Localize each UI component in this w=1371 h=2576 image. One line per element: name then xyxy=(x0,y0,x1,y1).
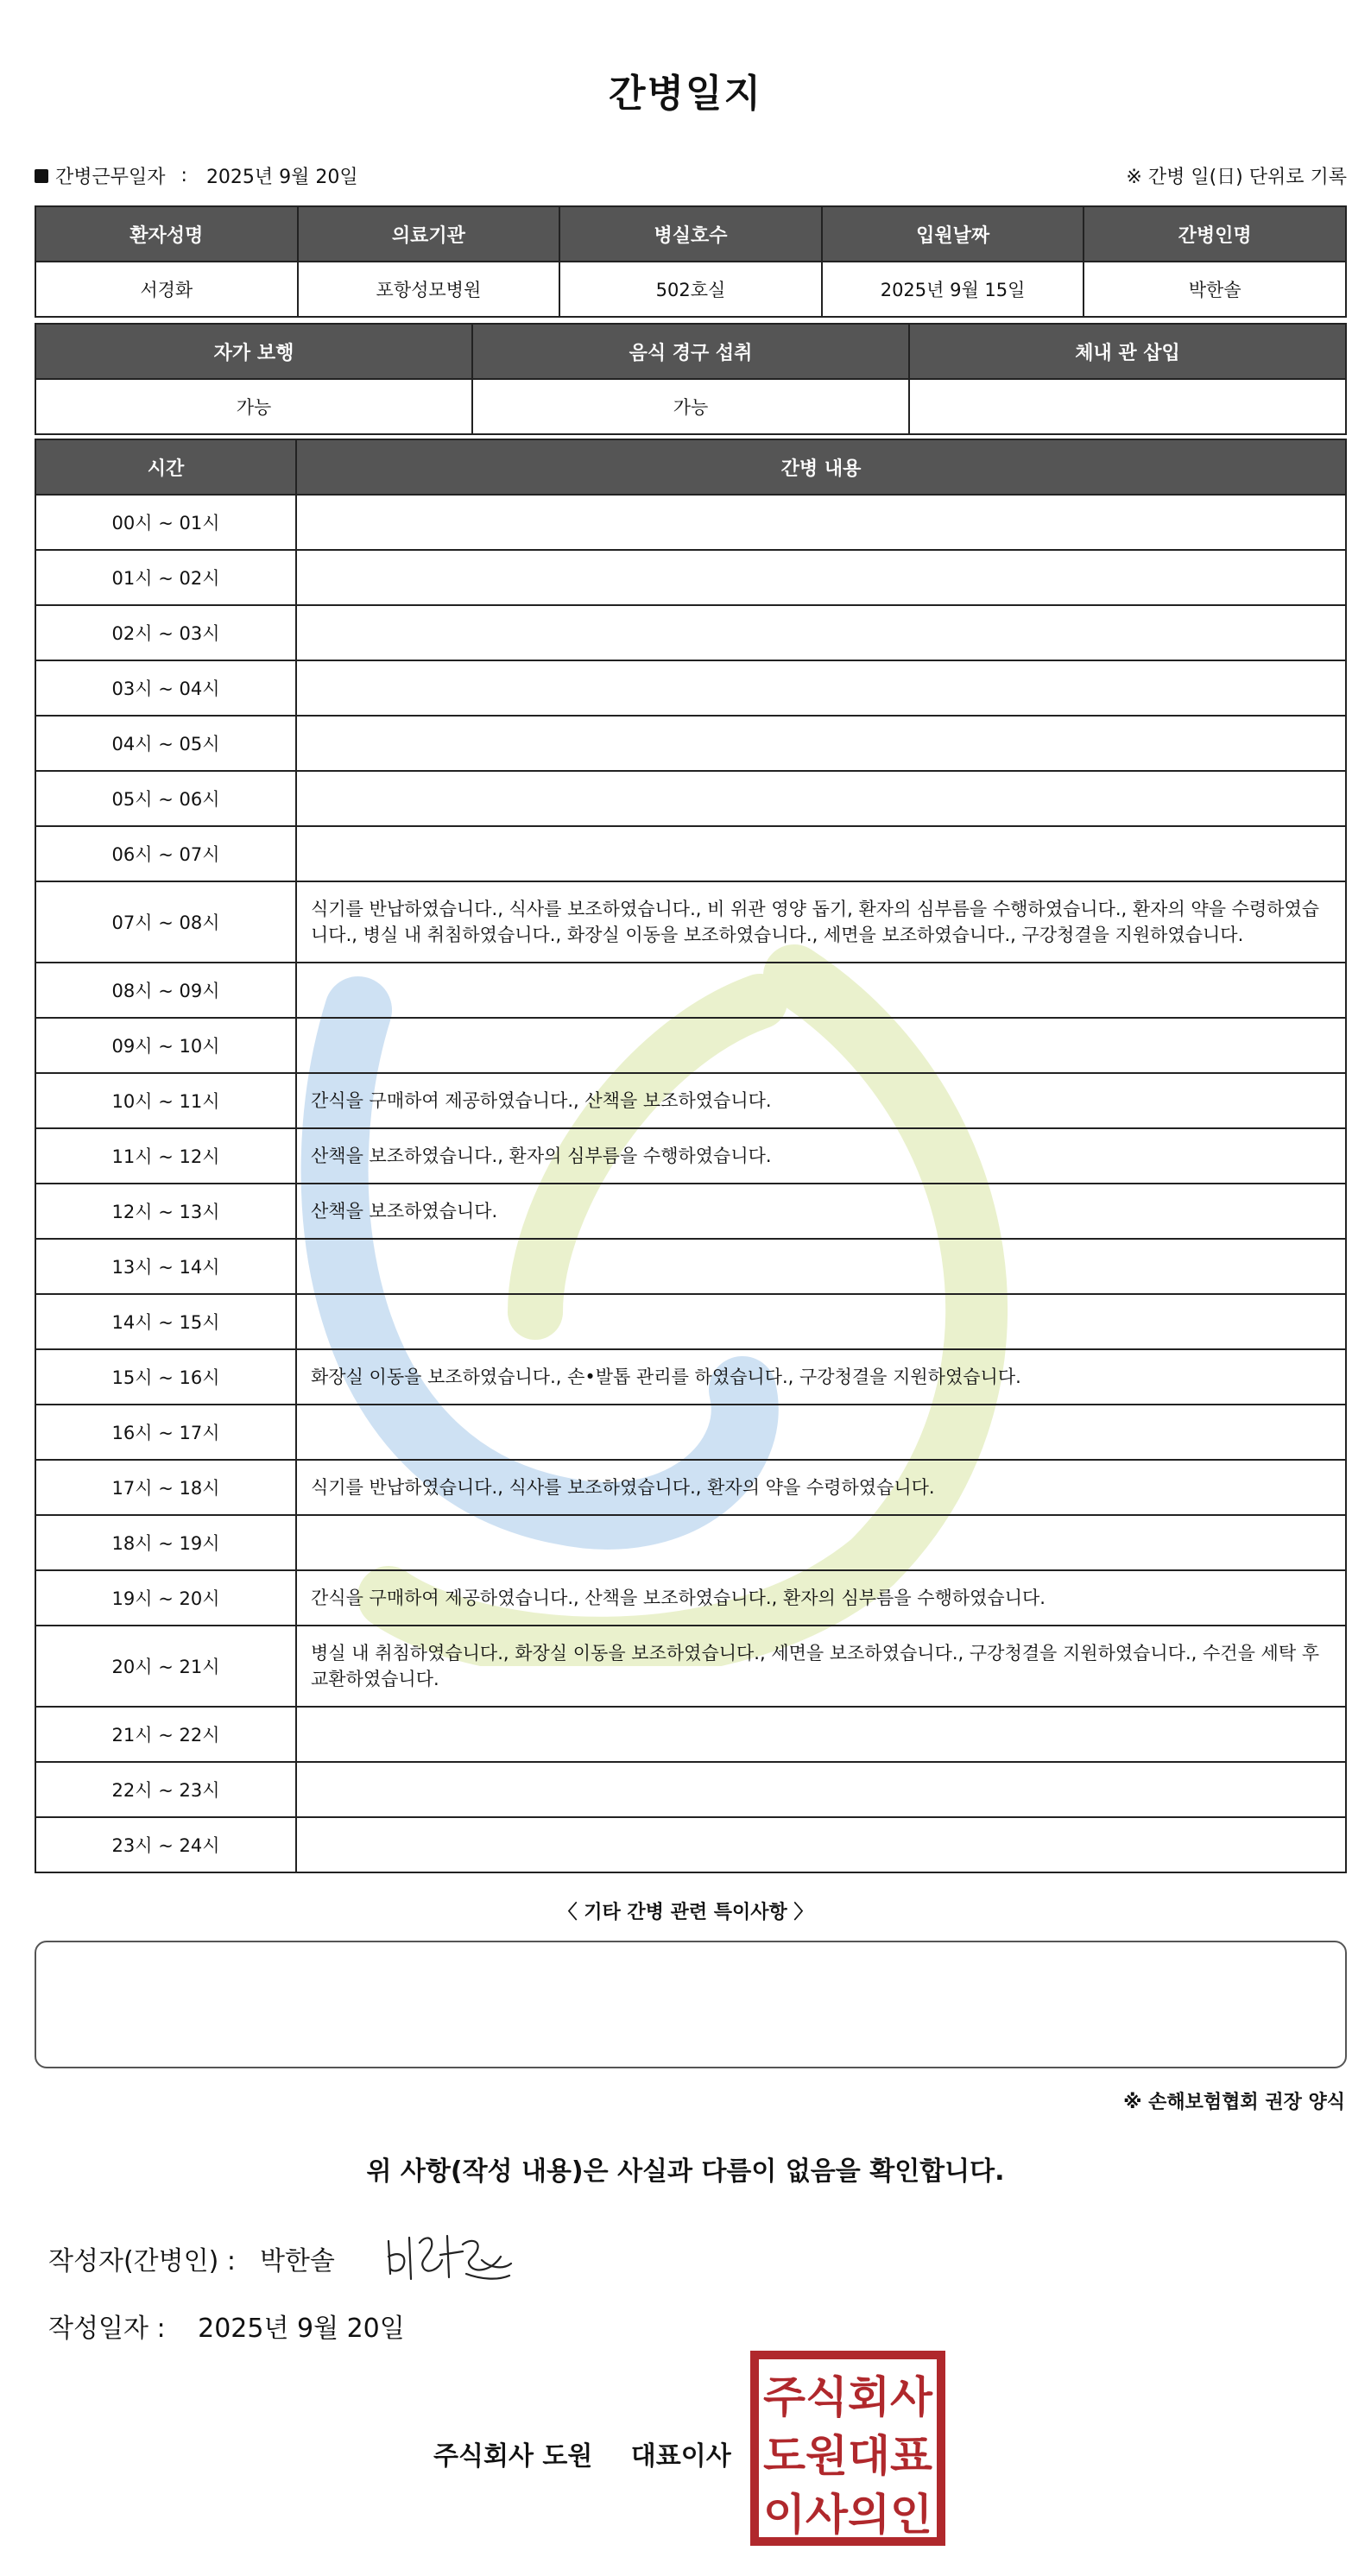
time-slot: 17시 ~ 18시 xyxy=(35,1460,296,1515)
header-self-walking: 자가 보행 xyxy=(35,324,472,379)
tube-insertion-value xyxy=(909,379,1346,434)
care-content xyxy=(296,1294,1346,1349)
care-content: 산책을 보조하였습니다., 환자의 심부름을 수행하였습니다. xyxy=(296,1128,1346,1184)
time-slot: 01시 ~ 02시 xyxy=(35,550,296,605)
table-row xyxy=(35,716,1346,771)
time-slot: 13시 ~ 14시 xyxy=(35,1239,296,1294)
remarks-title: 〈 기타 간병 관련 특이사항 〉 xyxy=(558,1902,813,1923)
svg-text:이사의인: 이사의인 xyxy=(763,2490,932,2540)
table-header-row xyxy=(35,206,1346,262)
table-row xyxy=(35,1626,1346,1707)
table-row xyxy=(35,1239,1346,1294)
header-room: 병실호수 xyxy=(559,206,822,262)
table-row xyxy=(35,1294,1346,1349)
time-slot: 16시 ~ 17시 xyxy=(35,1405,296,1460)
patient-status-table xyxy=(35,323,1347,435)
care-content: 화장실 이동을 보조하였습니다., 손•발톱 관리를 하였습니다., 구강청결을 지원하였습니다. xyxy=(296,1349,1346,1405)
remarks-box xyxy=(35,1941,1347,2068)
confirmation-statement: 위 사항(작성 내용)은 사실과 다름이 없음을 확인합니다. xyxy=(366,2156,1005,2187)
time-slot: 20시 ~ 21시 xyxy=(35,1626,296,1707)
care-content xyxy=(296,550,1346,605)
care-content xyxy=(296,1817,1346,1872)
header-patient-name: 환자성명 xyxy=(35,206,298,262)
care-content xyxy=(296,605,1346,660)
time-slot: 07시 ~ 08시 xyxy=(35,881,296,963)
representative-title: 대표이사 xyxy=(630,2441,731,2472)
time-slot: 08시 ~ 09시 xyxy=(35,963,296,1018)
table-row xyxy=(35,826,1346,881)
time-slot: 14시 ~ 15시 xyxy=(35,1294,296,1349)
time-slot: 19시 ~ 20시 xyxy=(35,1570,296,1626)
care-content xyxy=(296,963,1346,1018)
table-row xyxy=(35,1707,1346,1762)
record-unit-note: ※ 간병 일(日) 단위로 기록 xyxy=(1126,167,1347,188)
table-row xyxy=(35,1128,1346,1184)
care-content: 식기를 반납하였습니다., 식사를 보조하였습니다., 환자의 약을 수령하였습니다. xyxy=(296,1460,1346,1515)
work-date-label: 간병근무일자 xyxy=(55,167,166,188)
time-slot: 05시 ~ 06시 xyxy=(35,771,296,826)
care-content xyxy=(296,1707,1346,1762)
time-slot: 03시 ~ 04시 xyxy=(35,660,296,716)
time-slot: 06시 ~ 07시 xyxy=(35,826,296,881)
table-row xyxy=(35,379,1346,434)
table-row xyxy=(35,963,1346,1018)
care-content xyxy=(296,1239,1346,1294)
care-content xyxy=(296,771,1346,826)
care-log-table xyxy=(35,439,1347,1873)
company-seal xyxy=(749,2350,946,2547)
header-care-content: 간병 내용 xyxy=(296,439,1346,495)
writer-name: 박한솔 xyxy=(259,2246,335,2276)
page-title: 간병일지 xyxy=(608,72,762,116)
care-content: 간식을 구매하여 제공하였습니다., 산책을 보조하였습니다., 환자의 심부름을 수행하였습니다. xyxy=(296,1570,1346,1626)
table-row xyxy=(35,1018,1346,1073)
writer-row xyxy=(48,2239,335,2277)
table-row xyxy=(35,1405,1346,1460)
recommendation-note: ※ 손해보험협회 권장 양식 xyxy=(1123,2092,1345,2113)
care-content: 산책을 보조하였습니다. xyxy=(296,1184,1346,1239)
square-bullet-icon xyxy=(35,169,48,183)
oral-intake-value: 가능 xyxy=(472,379,909,434)
time-slot: 23시 ~ 24시 xyxy=(35,1817,296,1872)
header-tube-insertion: 체내 관 삽입 xyxy=(909,324,1346,379)
time-slot: 15시 ~ 16시 xyxy=(35,1349,296,1405)
time-slot: 22시 ~ 23시 xyxy=(35,1762,296,1817)
header-caregiver-name: 간병인명 xyxy=(1084,206,1346,262)
header-time: 시간 xyxy=(35,439,296,495)
time-slot: 09시 ~ 10시 xyxy=(35,1018,296,1073)
written-date-row xyxy=(48,2307,405,2345)
table-row xyxy=(35,1073,1346,1128)
header-hospital: 의료기관 xyxy=(298,206,560,262)
care-content: 병실 내 취침하였습니다., 화장실 이동을 보조하였습니다., 세면을 보조하였습니다., 구강청결을 지원하였습니다., 수건을 세탁 후 교환하였습니다. xyxy=(296,1626,1346,1707)
table-header-row xyxy=(35,324,1346,379)
header-admission-date: 입원날짜 xyxy=(822,206,1084,262)
table-row xyxy=(35,1762,1346,1817)
care-content: 식기를 반납하였습니다., 식사를 보조하였습니다., 비 위관 영양 돕기, 환자의 심부름을 수행하였습니다., 환자의 약을 수령하였습니다., 병실 내 취침하였습니다., 화장실 이동을 보조하였습니다., 세면을 보조하였습니다., 구강청결을 지원하였습니다. xyxy=(296,881,1346,963)
time-slot: 11시 ~ 12시 xyxy=(35,1128,296,1184)
company-name: 주식회사 도원 xyxy=(433,2441,593,2472)
time-slot: 21시 ~ 22시 xyxy=(35,1707,296,1762)
work-date-row xyxy=(35,162,1347,192)
care-content xyxy=(296,660,1346,716)
table-row xyxy=(35,1460,1346,1515)
time-slot: 02시 ~ 03시 xyxy=(35,605,296,660)
written-date-value: 2025년 9월 20일 xyxy=(198,2314,405,2344)
care-content xyxy=(296,716,1346,771)
time-slot: 00시 ~ 01시 xyxy=(35,495,296,550)
self-walking-value: 가능 xyxy=(35,379,472,434)
table-row xyxy=(35,660,1346,716)
time-slot: 12시 ~ 13시 xyxy=(35,1184,296,1239)
table-row xyxy=(35,262,1346,317)
care-content xyxy=(296,1762,1346,1817)
table-row xyxy=(35,881,1346,963)
company-signoff xyxy=(433,2434,731,2472)
time-slot: 18시 ~ 19시 xyxy=(35,1515,296,1570)
table-header-row xyxy=(35,439,1346,495)
care-content xyxy=(296,1515,1346,1570)
patient-info-table xyxy=(35,205,1347,318)
caregiver-name: 박한솔 xyxy=(1084,262,1346,317)
work-date xyxy=(35,162,358,189)
table-row xyxy=(35,495,1346,550)
hospital-name: 포항성모병원 xyxy=(298,262,560,317)
written-date-label: 작성일자 : xyxy=(48,2314,166,2344)
patient-name: 서경화 xyxy=(35,262,298,317)
table-row xyxy=(35,771,1346,826)
work-date-separator: : xyxy=(180,165,187,186)
care-content xyxy=(296,1018,1346,1073)
table-row xyxy=(35,1349,1346,1405)
table-row xyxy=(35,1515,1346,1570)
table-row xyxy=(35,550,1346,605)
table-row xyxy=(35,1184,1346,1239)
table-row xyxy=(35,605,1346,660)
table-row xyxy=(35,1817,1346,1872)
care-content xyxy=(296,495,1346,550)
writer-label: 작성자(간병인) : xyxy=(48,2246,236,2276)
admission-date: 2025년 9월 15일 xyxy=(822,262,1084,317)
table-row xyxy=(35,1570,1346,1626)
header-oral-intake: 음식 경구 섭취 xyxy=(472,324,909,379)
time-slot: 10시 ~ 11시 xyxy=(35,1073,296,1128)
care-content: 간식을 구매하여 제공하였습니다., 산책을 보조하였습니다. xyxy=(296,1073,1346,1128)
svg-text:도원대표: 도원대표 xyxy=(763,2431,933,2481)
care-content xyxy=(296,826,1346,881)
time-slot: 04시 ~ 05시 xyxy=(35,716,296,771)
work-date-value: 2025년 9월 20일 xyxy=(205,167,358,188)
care-content xyxy=(296,1405,1346,1460)
room-number: 502호실 xyxy=(559,262,822,317)
svg-text:주식회사: 주식회사 xyxy=(763,2372,933,2422)
signature-image xyxy=(380,2226,518,2288)
